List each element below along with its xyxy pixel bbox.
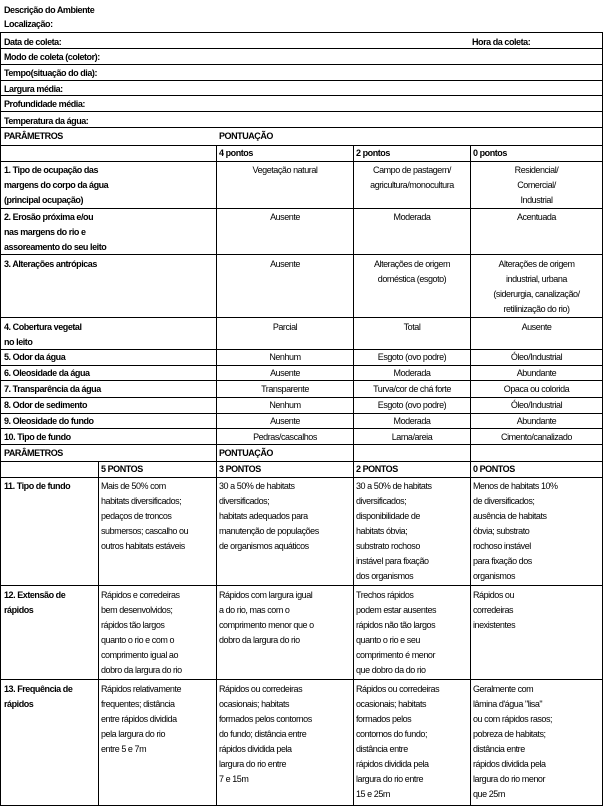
table2-row13-s5: Rápidos relativamente frequentes; distância entre rápidos dividida pela largura do rio entre 5 e 7m <box>101 684 182 754</box>
table1-row9-s0: Abundante <box>516 416 557 426</box>
table1-row4-s4: Parcial <box>272 322 298 332</box>
collection-time-label: Hora da coleta: <box>472 37 531 47</box>
table1-row2-s4: Ausente <box>270 212 300 222</box>
table2-row11-s2: 30 a 50% de habitats diversificados; disponibilidade de habitats óbvia; substrato rochoso instável para fixação dos organismos <box>356 481 432 581</box>
weather-label: Tempo(situação do dia): <box>4 68 97 78</box>
table1-row6-s0: Abundante <box>516 368 557 378</box>
table1-row10-s0: Cimento/canalizado <box>501 432 572 442</box>
table2-row11-s5: Mais de 50% com habitats diversificados; pedaços de troncos submersos; cascalho ou outros habitats estáveis <box>101 481 189 551</box>
table1-row7-s4: Transparente <box>261 384 309 394</box>
table2-row11-s3: 30 a 50% de habitats diversificados; habitats adequados para manutenção de populações de organismos aquáticos <box>219 481 319 551</box>
table1-row2-param: 2. Erosão próxima e/ou nas margens do rio e assoreamento do seu leito <box>4 212 107 252</box>
table1-row8-param: 8. Odor de sedimento <box>4 400 88 410</box>
table2-score-0: 0 PONTOS <box>473 464 515 474</box>
table1-row3-s2: Alterações de origem doméstica (esgoto) <box>373 259 451 284</box>
water-temperature-label: Temperatura da água: <box>4 116 89 126</box>
table1-row7-s2: Turva/cor de chá forte <box>373 384 451 394</box>
table1-row6-s4: Ausente <box>270 368 300 378</box>
table2-score-5: 5 PONTOS <box>101 464 143 474</box>
table1-row7-s0: Opaca ou colorida <box>503 384 570 394</box>
location-label: Localização: <box>4 19 53 29</box>
table1-score-2: 2 pontos <box>356 148 390 158</box>
table2-row13-param: 13. Frequência de rápidos <box>4 684 73 709</box>
table2-row12-s0: Rápidos ou corredeiras inexistentes <box>473 590 516 630</box>
table1-row8-s4: Nenhum <box>269 400 301 410</box>
table1-row3-s4: Ausente <box>270 259 300 269</box>
table1-row8-s0: Óleo/Industrial <box>510 400 563 410</box>
table2-row13-s3: Rápidos ou corredeiras ocasionais; habitats formados pelos contornos do fundo; distância entre rápidos dividida pela largura do rio entre 7 e 15m <box>219 684 312 784</box>
table1-score-0: 0 pontos <box>473 148 507 158</box>
table2-row12-s5: Rápidos e corredeiras bem desenvolvidos; rápidos tão largos quanto o rio e com o comprimento igual ao dobro da largura do rio <box>101 590 182 675</box>
table1-row5-s4: Nenhum <box>269 352 301 362</box>
table2-row12-param: 12. Extensão de rápidos <box>4 590 66 615</box>
table2-row12-s2: Trechos rápidos podem estar ausentes rápidos não tão largos quanto o rio e seu comprimento é menor que dobro da do rio <box>356 590 437 675</box>
table1-header-score: PONTUAÇÃO <box>219 131 273 141</box>
table1-row1-s2: Campo de pastagem/ agricultura/monocultura <box>370 165 454 190</box>
description-title: Descrição do Ambiente <box>4 5 95 15</box>
table1-row4-param: 4. Cobertura vegetal no leito <box>4 322 82 347</box>
table1-row10-s4: Pedras/cascalhos <box>253 432 317 442</box>
table1-row10-param: 10. Tipo de fundo <box>4 432 71 442</box>
table2-row11-s0: Menos de habitats 10% de diversificados; ausência de habitats óbvia; substrato rochoso instável para fixação dos organismos <box>473 481 558 581</box>
table2-row12-s3: Rápidos com largura igual a do rio, mas com o comprimento menor que o dobro da largura do rio <box>219 590 314 645</box>
table1-row6-s2: Moderada <box>393 368 431 378</box>
table2-row11-param: 11. Tipo de fundo <box>4 481 71 491</box>
table1-row1-param: 1. Tipo de ocupação das margens do corpo da água (principal ocupação) <box>4 165 109 205</box>
table1-score-4: 4 pontos <box>219 148 253 158</box>
mean-width-label: Largura média: <box>4 84 63 94</box>
table2-score-3: 3 PONTOS <box>219 464 261 474</box>
table1-row9-param: 9. Oleosidade do fundo <box>4 416 94 426</box>
table1-row8-s2: Esgoto (ovo podre) <box>377 400 447 410</box>
collection-date-label: Data de coleta: <box>4 37 62 47</box>
table1-row9-s4: Ausente <box>270 416 300 426</box>
table1-row7-param: 7. Transparência da água <box>4 384 101 394</box>
table1-row10-s2: Lama/areia <box>391 432 433 442</box>
table1-row1-s0: Residencial/ Comercial/ Industrial <box>514 165 559 205</box>
table1-row5-s0: Óleo/Industrial <box>510 352 563 362</box>
table1-header-parameters: PARÂMETROS <box>4 131 63 141</box>
table1-row2-s0: Acentuada <box>517 212 556 222</box>
table1-row4-s2: Total <box>403 322 421 332</box>
mean-depth-label: Profundidade média: <box>4 99 85 109</box>
table1-row9-s2: Moderada <box>393 416 431 426</box>
table1-row3-s0: Alterações de origem industrial, urbana (siderurgia, canalização/ retilinização do rio) <box>493 259 580 314</box>
table2-row13-s0: Geralmente com lâmina d'água "lisa" ou com rápidos rasos; pobreza de habitats; distância entre rápidos dividida pela largura do rio menor que 25m <box>473 684 553 799</box>
table2-header-score: PONTUAÇÃO <box>219 448 273 458</box>
table1-row2-s2: Moderada <box>393 212 431 222</box>
table1-row5-param: 5. Odor da água <box>4 352 66 362</box>
table2-score-2: 2 PONTOS <box>356 464 398 474</box>
table1-row3-param: 3. Alterações antrópicas <box>4 259 97 269</box>
collection-method-label: Modo de coleta (coletor): <box>4 52 100 62</box>
table1-row6-param: 6. Oleosidade da água <box>4 368 90 378</box>
table2-row13-s2: Rápidos ou corredeiras ocasionais; habitats formados pelos contornos do fundo; distância entre rápidos dividida pela largura do rio entre 15 e 25m <box>356 684 440 799</box>
table1-row1-s4: Vegetação natural <box>252 165 318 175</box>
table1-row4-s0: Ausente <box>521 322 552 332</box>
table2-header-parameters: PARÂMETROS <box>4 448 63 458</box>
table1-row5-s2: Esgoto (ovo podre) <box>377 352 447 362</box>
